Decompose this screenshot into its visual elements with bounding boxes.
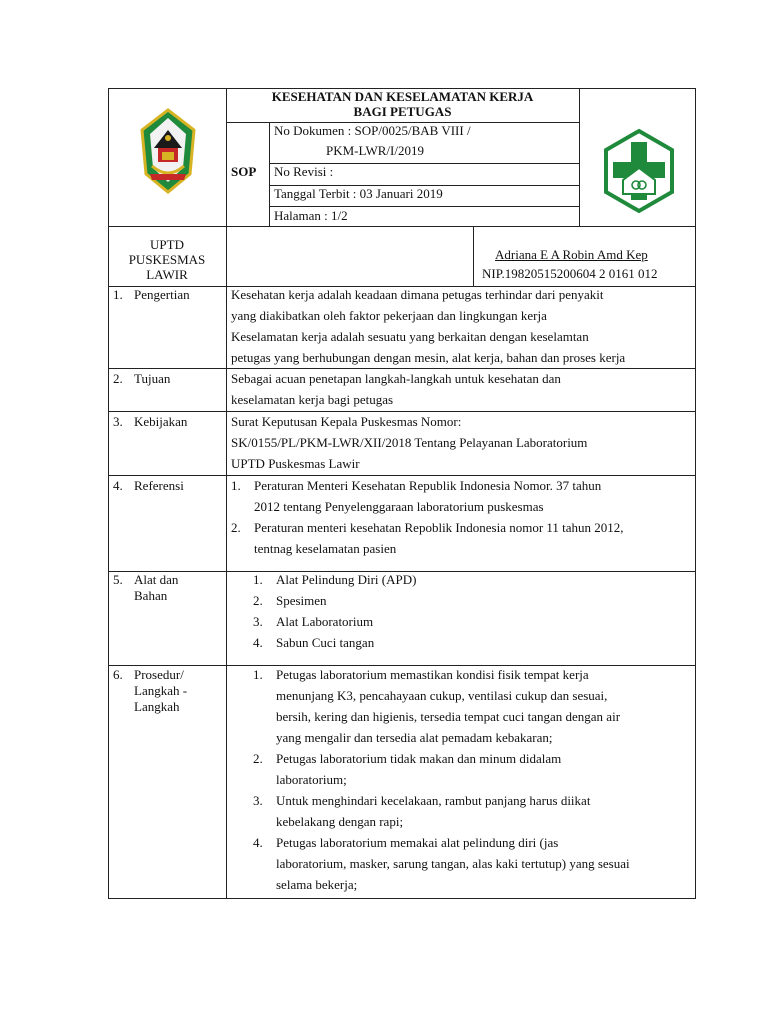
list-item-number: 1. (253, 572, 263, 587)
list-item-text: Peraturan menteri kesehatan Repoblik Indonesia nomor 11 tahun 2012, (254, 520, 624, 535)
section-text-line: yang diakibatkan oleh faktor pekerjaan dan lingkungan kerja (231, 308, 547, 323)
org-name (108, 237, 226, 282)
list-item-text: Untuk menghindari kecelakaan, rambut panjang harus diikat (276, 793, 591, 808)
list-item-text: yang mengalir dan tersedia alat pemadam kebakaran; (276, 730, 553, 745)
title-line-1: KESEHATAN DAN KESELAMATAN KERJA (271, 89, 534, 104)
list-item-text: selama bekerja; (276, 877, 358, 892)
section-text-line: Sebagai acuan penetapan langkah-langkah untuk kesehatan dan (231, 371, 561, 386)
section-label-line: Langkah - (134, 683, 188, 698)
puskesmas-logo (603, 128, 675, 214)
page-number: Halaman : 1/2 (274, 208, 348, 223)
list-item-number: 1. (253, 667, 263, 682)
list-item-number: 2. (253, 593, 263, 608)
list-item-text: Peraturan Menteri Kesehatan Republik Indonesia Nomor. 37 tahun (254, 478, 602, 493)
org-line-3: LAWIR (146, 267, 188, 282)
section-text-line: UPTD Puskesmas Lawir (231, 456, 360, 471)
section-number: 6. (113, 667, 123, 682)
section-number: 2. (113, 371, 123, 386)
section-number: 4. (113, 478, 123, 493)
list-item-text: Alat Laboratorium (276, 614, 374, 629)
signer-nip: NIP.19820515200604 2 0161 012 (482, 266, 658, 281)
list-item-text: kebelakang dengan rapi; (276, 814, 404, 829)
revision-number: No Revisi : (274, 164, 334, 179)
doc-number-line-2: PKM-LWR/I/2019 (326, 143, 424, 158)
section-label-line: Langkah (134, 699, 180, 714)
list-item-text: menunjang K3, pencahayaan cukup, ventilasi cukup dan sesuai, (276, 688, 608, 703)
title-line-2: BAGI PETUGAS (353, 104, 452, 119)
section-text-line: SK/0155/PL/PKM-LWR/XII/2018 Tentang Pelayanan Laboratorium (231, 435, 588, 450)
section-label: Pengertian (134, 287, 190, 302)
section-number: 3. (113, 414, 123, 429)
list-item-text: bersih, kering dan higienis, tersedia tempat cuci tangan dengan air (276, 709, 621, 724)
sop-label: SOP (231, 164, 257, 179)
list-item-text: Petugas laboratorium memakai alat pelindung diri (jas (276, 835, 559, 850)
section-text-line: petugas yang berhubungan dengan mesin, alat kerja, bahan dan proses kerja (231, 350, 626, 365)
section-label: Tujuan (134, 371, 171, 386)
list-item-number: 4. (253, 635, 263, 650)
list-item-text: Sabun Cuci tangan (276, 635, 375, 650)
list-item-text: laboratorium; (276, 772, 347, 787)
issue-date: Tanggal Terbit : 03 Januari 2019 (274, 186, 443, 201)
list-item-text: tentnag keselamatan pasien (254, 541, 397, 556)
org-line-1: UPTD (150, 237, 184, 252)
list-item-text: Spesimen (276, 593, 327, 608)
list-item-text: Petugas laboratorium memastikan kondisi fisik tempat kerja (276, 667, 589, 682)
section-number: 1. (113, 287, 123, 302)
section-label-line: Alat dan (134, 572, 179, 587)
section-label: Referensi (134, 478, 184, 493)
list-item-number: 4. (253, 835, 263, 850)
section-text-line: Kesehatan kerja adalah keadaan dimana petugas terhindar dari penyakit (231, 287, 604, 302)
list-item-text: laboratorium, masker, sarung tangan, alas kaki tertutup) yang sesuai (276, 856, 630, 871)
section-label-line: Prosedur/ (134, 667, 184, 682)
regency-emblem-logo (140, 108, 196, 194)
list-item-number: 2. (231, 520, 241, 535)
org-line-2: PUSKESMAS (128, 252, 206, 267)
list-item-number: 3. (253, 793, 263, 808)
list-item-number: 2. (253, 751, 263, 766)
section-text-line: Surat Keputusan Kepala Puskesmas Nomor: (231, 414, 462, 429)
section-number: 5. (113, 572, 123, 587)
section-text-line: keselamatan kerja bagi petugas (231, 392, 394, 407)
section-label-line: Bahan (134, 588, 168, 603)
document-title (226, 89, 579, 119)
signer-name: Adriana E A Robin Amd Kep (495, 247, 648, 262)
list-item-number: 3. (253, 614, 263, 629)
list-item-text: 2012 tentang Penyelenggaraan laboratorium puskesmas (254, 499, 544, 514)
list-item-text: Alat Pelindung Diri (APD) (276, 572, 417, 587)
section-label: Kebijakan (134, 414, 188, 429)
doc-number-line-1: No Dokumen : SOP/0025/BAB VIII / (274, 123, 471, 138)
list-item-number: 1. (231, 478, 241, 493)
list-item-text: Petugas laboratorium tidak makan dan minum didalam (276, 751, 562, 766)
section-text-line: Keselamatan kerja adalah sesuatu yang berkaitan dengan keselamtan (231, 329, 589, 344)
